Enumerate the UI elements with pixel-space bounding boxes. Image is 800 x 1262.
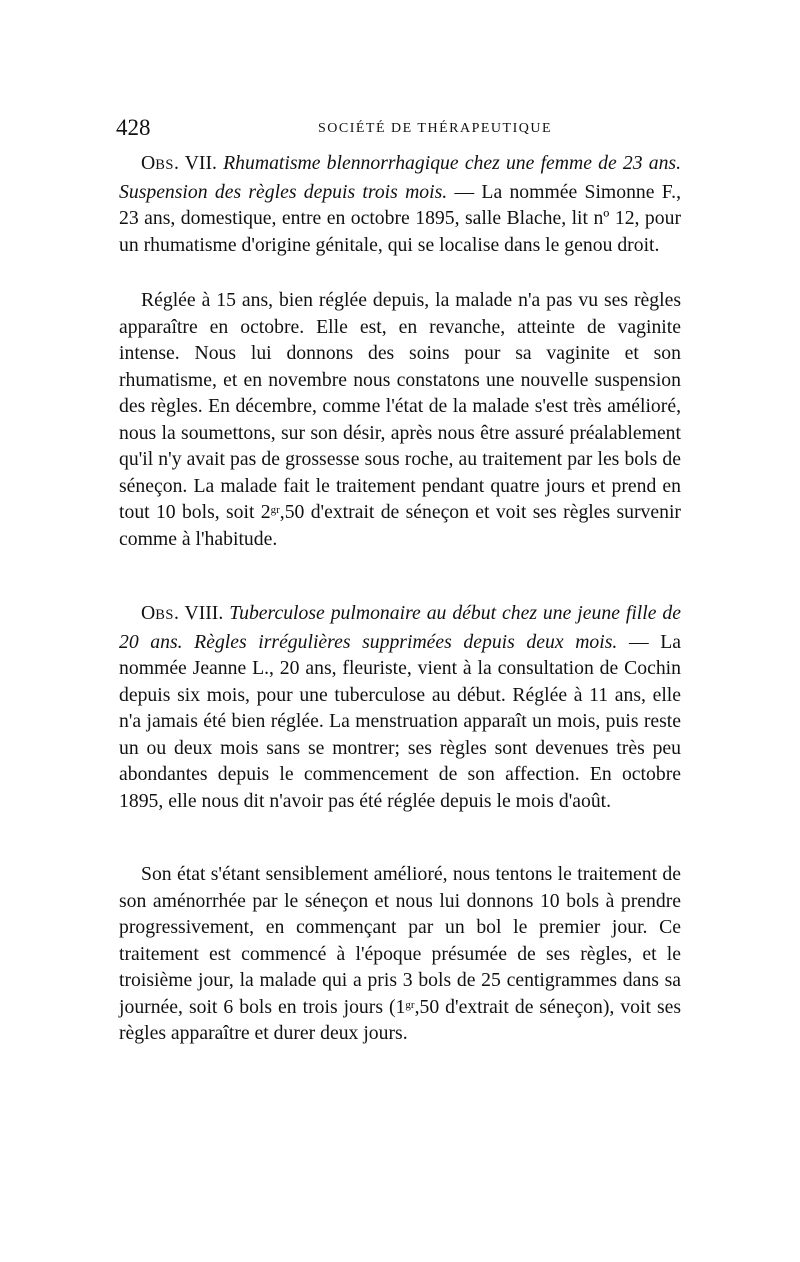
observation-7-body-paragraph: [119, 287, 681, 552]
obs7-text: — La nommée Simonne F., 23 ans, domestique, entre en octobre 1895, salle Blache, lit nº 12, pour un rhumatisme d'origine génitale, qui se localise dans le genou droit.: [119, 180, 681, 256]
observation-8-body-paragraph: [119, 861, 681, 1047]
observation-7-heading-paragraph: [119, 150, 681, 258]
obs7-label-smallcaps: BS: [155, 157, 174, 173]
page-header: [116, 113, 684, 143]
obs8-label-initial: O: [141, 602, 156, 624]
obs8-body-text-a: Son état s'étant sensiblement amélioré, nous tentons le traitement de son aménorrhée par le séneçon et nous lui donnons 10 bols à prendre progressivement, en commençant par un bol le premier jour. Ce traitement est commencé à l'époque présumée de ses règles, et le troisième jour, la malade qui a pris 3 bols de 25 centigrammes dans sa journée, soit 6 bols en trois jours (1: [119, 863, 681, 1018]
running-title: SOCIÉTÉ DE THÉRAPEUTIQUE: [317, 121, 553, 136]
obs7-dose-unit: gr: [270, 504, 280, 517]
obs8-text: — La nommée Jeanne L., 20 ans, fleuriste, vient à la consultation de Cochin depuis six mois, pour une tuberculose au début. Réglée à 11 ans, elle n'a jamais été bien réglée. La menstruation apparaît un mois, puis reste un ou deux mois sans se montrer; ses règles sont devenues très peu abondantes depuis le commencement de son affection. En octobre 1895, elle nous dit n'avoir pas été réglée depuis le mois d'août.: [119, 630, 682, 812]
page-number: 428: [116, 115, 151, 140]
obs7-label-number: . VII.: [173, 152, 217, 174]
obs7-label-initial: O: [141, 152, 156, 174]
obs8-title: Tuberculose pulmonaire au début chez une jeune fille de 20 ans. Règles irrégulières supprimées depuis deux mois.: [119, 602, 682, 653]
obs8-dose-unit: gr: [405, 998, 415, 1011]
obs7-body-text-b: ,50 d'extrait de séneçon et voit ses règles survenir comme à l'habitude.: [119, 501, 681, 550]
obs7-body-text-a: Réglée à 15 ans, bien réglée depuis, la malade n'a pas vu ses règles apparaître en octobre. Elle est, en revanche, atteinte de vaginite intense. Nous lui donnons des soins pour sa vaginite et son rhumatisme, et en novembre nous constatons une nouvelle suspension des règles. En décembre, comme l'état de la malade s'est très amélioré, nous la soumettons, sur son désir, après nous être assuré préalablement qu'il n'y avait pas de grossesse sous roche, au traitement par les bols de séneçon. La malade fait le traitement pendant quatre jours et prend en tout 10 bols, soit 2: [119, 289, 681, 523]
obs8-label-smallcaps: BS: [155, 607, 174, 623]
obs8-body-text-b: ,50 d'extrait de séneçon), voit ses règles apparaître et durer deux jours.: [119, 995, 682, 1044]
observation-8-heading-paragraph: [119, 600, 681, 814]
obs8-label-number: . VIII.: [173, 602, 224, 624]
obs7-title: Rhumatisme blennorrhagique chez une femme de 23 ans. Suspension des règles depuis trois mois.: [119, 152, 682, 203]
